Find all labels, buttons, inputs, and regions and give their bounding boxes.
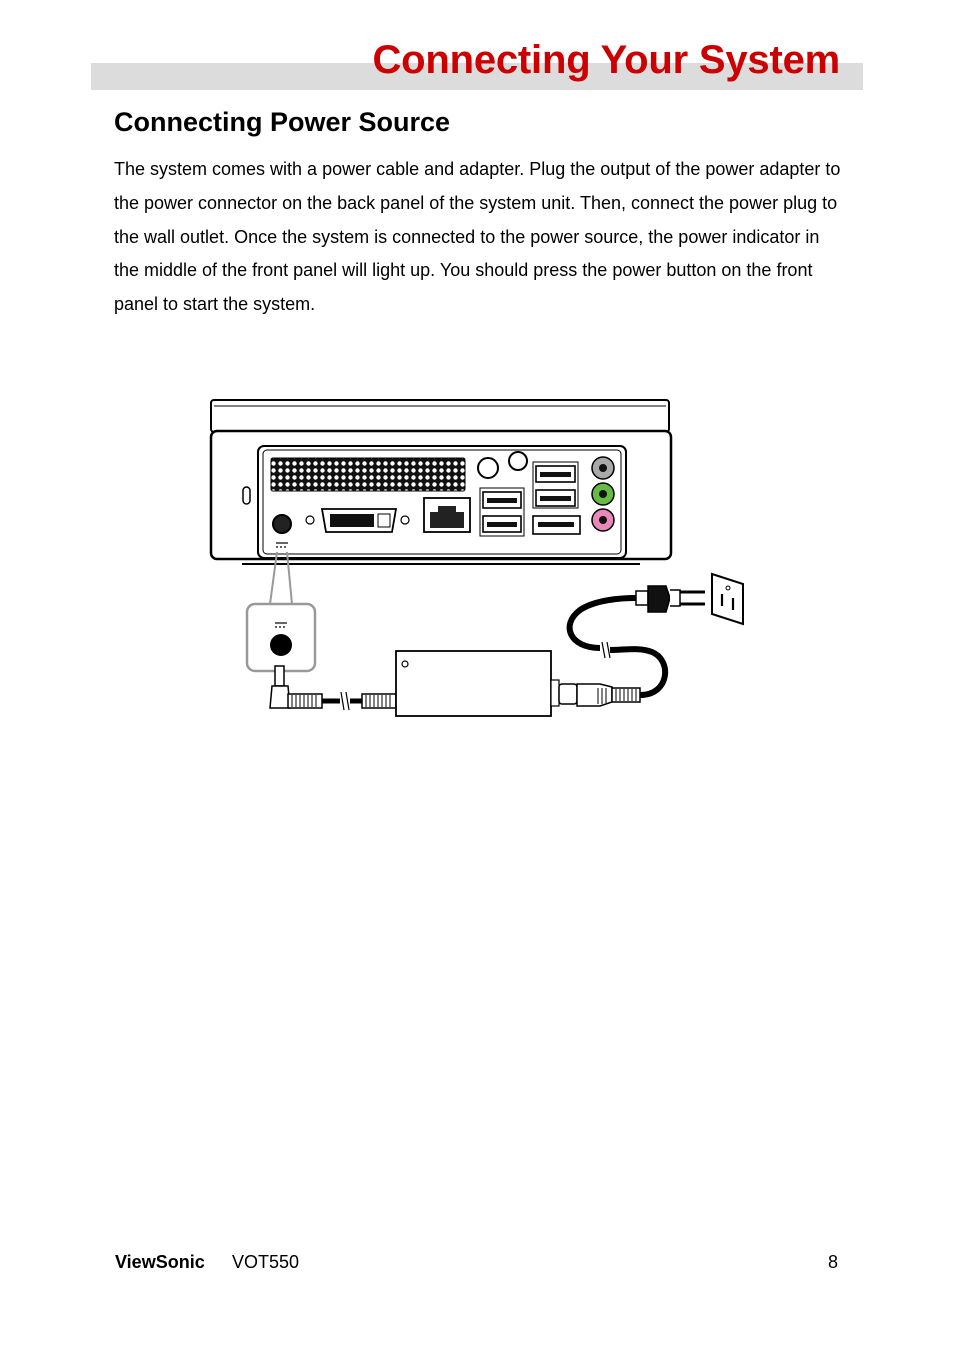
wall-outlet-icon (712, 574, 743, 624)
audio-jack-icons (592, 457, 614, 531)
footer-brand: ViewSonic (115, 1252, 205, 1272)
page-number: 8 (827, 1252, 838, 1272)
section-heading: Connecting Power Source (114, 107, 451, 137)
ac-power-cord (559, 586, 705, 706)
dc-in-port-icon (273, 515, 291, 533)
instruction-paragraph: The system comes with a power cable and adapter. Plug the output of the power adapter to the power connector on the back panel of the system unit. Then, connect the power plug to the wall outlet. Once the system is connected to the power source, the power indicator in the middle of the front panel will light up. You should press the power button on the front panel to start the system. (114, 159, 841, 315)
computer-back-panel (211, 400, 671, 564)
power-adapter (396, 651, 559, 716)
dc-cable (270, 666, 396, 710)
page-title: Connecting Your System (372, 38, 840, 82)
vent-grille (271, 458, 465, 491)
footer-model: VOT550 (232, 1252, 300, 1272)
dc-jack-callout (247, 552, 315, 671)
power-connection-illustration (200, 390, 760, 730)
lan-port-icon (424, 498, 470, 532)
